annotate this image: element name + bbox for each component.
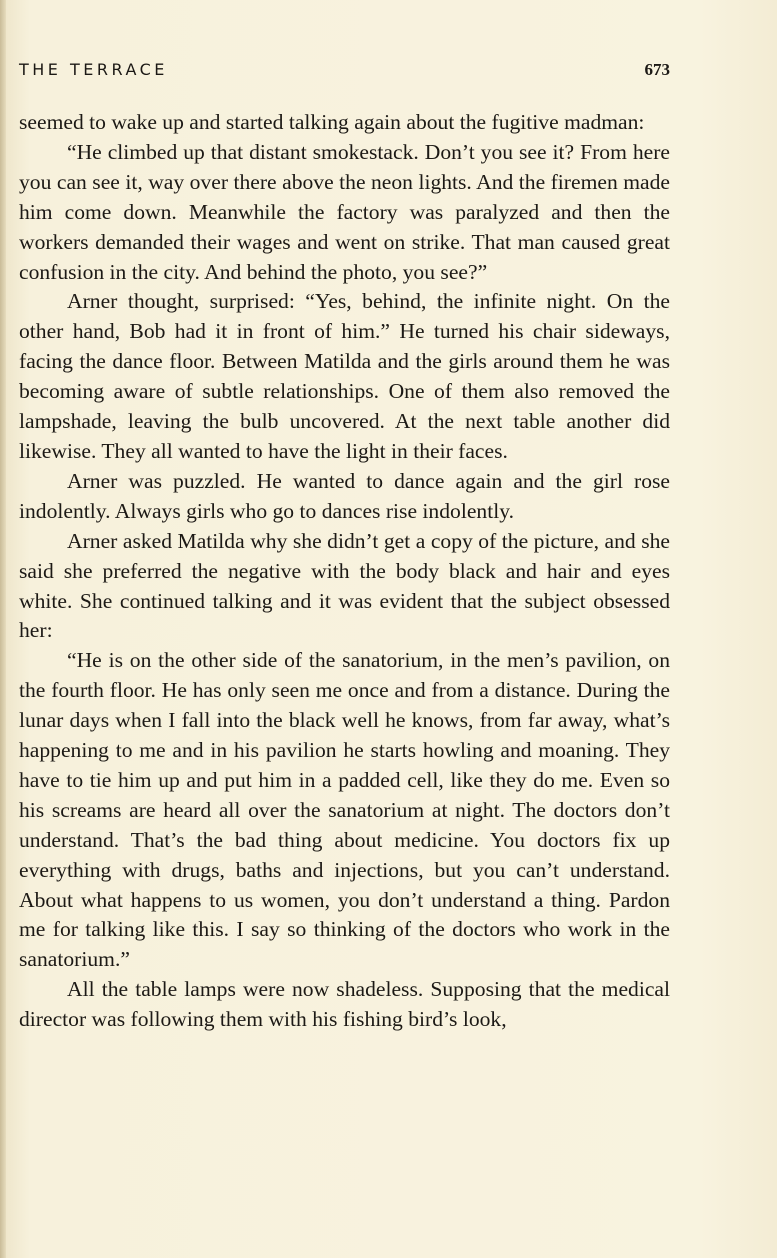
page-spine-shadow — [0, 0, 6, 1258]
body-text — [19, 108, 670, 1035]
paragraph: Arner thought, surprised: “Yes, behind, the infinite night. On the other hand, Bob had it in front of him.” He turned his chair sideways, facing the dance floor. Between Matilda and the girls around them he was becoming aware of subtle relationships. One of them also removed the lampshade, leaving the bulb uncovered. At the next table another did likewise. They all wanted to have the light in their faces. — [19, 289, 670, 463]
paragraph: Arner asked Matilda why she didn’t get a copy of the picture, and she said she preferred the negative with the body black and hair and eyes white. She continued talking and it was evident that the subject obsessed her: — [19, 528, 670, 643]
paragraph: “He climbed up that distant smokestack. Don’t you see it? From here you can see it, way over there above the neon lights. And the firemen made him come down. Meanwhile the factory was paralyzed and then the workers demanded their wages and went on strike. That man caused great confusion in the city. And behind the photo, you see?” — [19, 139, 670, 284]
running-head — [19, 56, 670, 86]
running-head-title: THE TERRACE — [19, 60, 168, 79]
paragraph: Arner was puzzled. He wanted to dance again and the girl rose indolently. Always girls who go to dances rise indolently. — [19, 468, 670, 523]
page-number: 673 — [644, 60, 670, 79]
paragraph: All the table lamps were now shadeless. Supposing that the medical director was following them with his fishing bird’s look, — [19, 977, 670, 1032]
paragraph-continuation: seemed to wake up and started talking again about the fugitive madman: — [19, 110, 645, 134]
paragraph: “He is on the other side of the sanatorium, in the men’s pavilion, on the fourth floor. He has only seen me once and from a distance. During the lunar days when I fall into the black well he knows, from far away, what’s happening to me and in his pavilion he starts howling and moaning. They have to tie him up and put him in a padded cell, like they do me. Even so his screams are heard all over the sanatorium at night. The doctors don’t understand. That’s the bad thing about medicine. You doctors fix up everything with drugs, baths and injections, but you can’t understand. About what happens to us women, you don’t understand a thing. Pardon me for talking like this. I say so thinking of the doctors who work in the sanatorium.” — [19, 648, 670, 972]
